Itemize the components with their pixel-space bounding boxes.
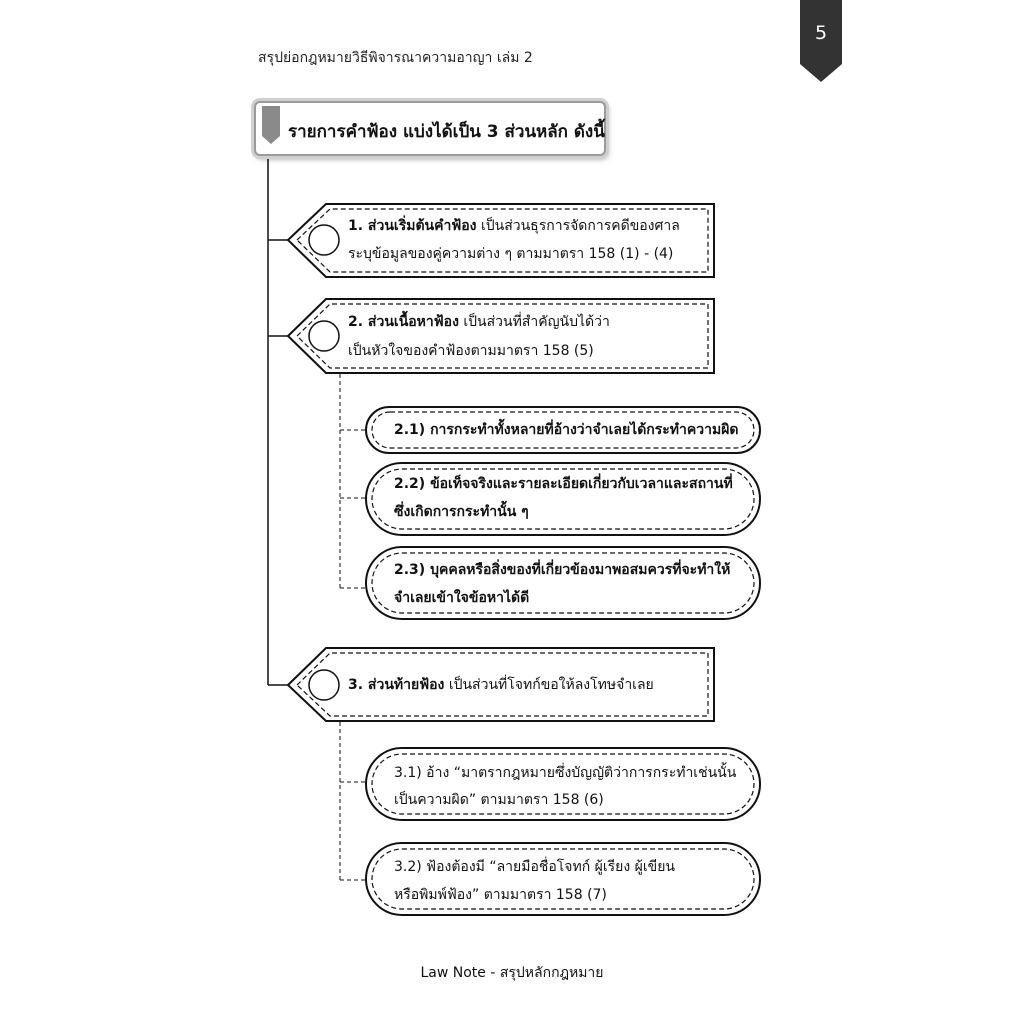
subitem-2-1-text: 2.1) การกระทำทั้งหลายที่อ้างว่าจำเลยได้กระทำความผิด xyxy=(394,422,739,438)
subitem-3-1-line-1: 3.1) อ้าง “มาตรากฎหมายซึ่งบัญญัติว่าการกระทำเช่นนั้น xyxy=(394,765,737,781)
section-2-line-1 xyxy=(348,308,610,337)
running-header: สรุปย่อกฎหมายวิธีพิจารณาความอาญา เล่ม 2 xyxy=(258,50,533,66)
section-3-bullet-icon xyxy=(309,670,339,700)
section-2-line-2: เป็นหัวใจของคำฟ้องตามมาตรา 158 (5) xyxy=(348,343,594,359)
section-3-line-1 xyxy=(348,671,654,700)
section-1-bullet-icon xyxy=(309,225,339,255)
section-2-text: เป็นส่วนที่สำคัญนับได้ว่า xyxy=(463,314,610,330)
page-number: 5 xyxy=(814,22,828,44)
section-2-heading: 2. ส่วนเนื้อหาฟ้อง xyxy=(348,314,459,330)
subitem-3-1-line-2: เป็นความผิด” ตามมาตรา 158 (6) xyxy=(394,792,604,808)
subitem-2-2-line-2: ซึ่งเกิดการกระทำนั้น ๆ xyxy=(394,504,529,520)
section-3-text: เป็นส่วนที่โจทก์ขอให้ลงโทษจำเลย xyxy=(448,677,654,693)
subitem-3-2-line-1: 3.2) ฟ้องต้องมี “ลายมือชื่อโจทก์ ผู้เรียง ผู้เขียน xyxy=(394,859,675,875)
section-1-text: เป็นส่วนธุรการจัดการคดีของศาล xyxy=(480,218,680,234)
section-3-heading: 3. ส่วนท้ายฟ้อง xyxy=(348,677,445,693)
section-1-line-1 xyxy=(348,212,680,241)
subitem-2-3-line-2: จำเลยเข้าใจข้อหาได้ดี xyxy=(394,590,530,606)
subitem-2-3-line-1: 2.3) บุคคลหรือสิ่งของที่เกี่ยวข้องมาพอสมควรที่จะทำให้ xyxy=(394,562,731,578)
bookmark-icon xyxy=(262,106,280,144)
page-footer: Law Note - สรุปหลักกฎหมาย xyxy=(420,965,604,981)
subitem-2-2-line-1: 2.2) ข้อเท็จจริงและรายละเอียดเกี่ยวกับเวลาและสถานที่ xyxy=(394,476,733,492)
page-title: รายการคำฟ้อง แบ่งได้เป็น 3 ส่วนหลัก ดังนี้ xyxy=(288,122,605,142)
section-2-bullet-icon xyxy=(309,321,339,351)
section-1-line-2: ระบุข้อมูลของคู่ความต่าง ๆ ตามมาตรา 158 (1) - (4) xyxy=(348,246,674,262)
section-1-heading: 1. ส่วนเริ่มต้นคำฟ้อง xyxy=(348,218,477,234)
subitem-3-2-line-2: หรือพิมพ์ฟ้อง” ตามมาตรา 158 (7) xyxy=(394,887,607,903)
